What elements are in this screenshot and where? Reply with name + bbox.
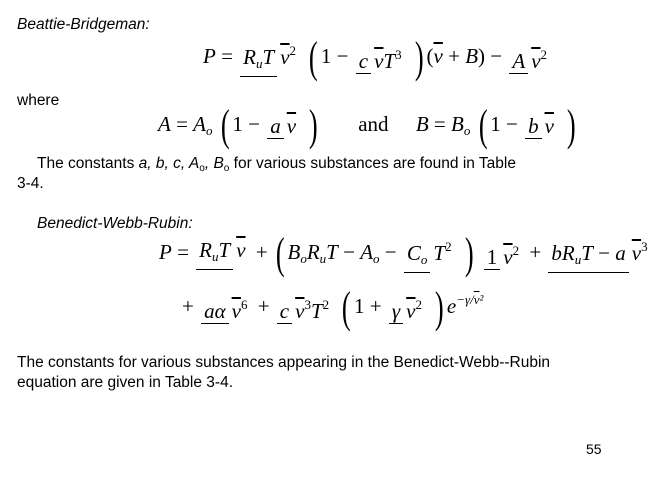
where-label: where (17, 92, 60, 109)
constants-sentence-line1: The constants a, b, c, Ao, Bo for various substances are found in Table (37, 155, 516, 174)
beattie-bridgeman-equation: P = RuT $\overline{v}2$ ( 1 − c $\overline{v}T3$ ) $(\overline{v} + B) - A$ $\overline{v}2$ (203, 33, 548, 82)
bwr-equation-line2: + aα $\overline{v}6 + c$ $\overline{v}3T2$ ( 1 + γ $\overline{v}2$ ) $e-\gamma/\overline{v}^2$ (182, 283, 484, 332)
heading-beattie-bridgeman: Beattie-Bridgeman: (17, 16, 150, 33)
heading-benedict-webb-rubin: Benedict-Webb-Rubin: (37, 215, 193, 232)
page-number: 55 (586, 441, 602, 457)
bwr-note-line2: equation are given in Table 3-4. (17, 374, 234, 391)
a-b-definitions: A = Ao ( 1 − a $\overline{v}$ ) and B = Bo ( 1 − b $\overline{v}$ ) (158, 101, 576, 150)
bwr-note-line1: The constants for various substances appearing in the Benedict-Webb--Rubin (17, 354, 551, 371)
constants-sentence-line2: 3-4. (17, 175, 44, 192)
bwr-equation-line1: P = RuT $\overline{v}$ + ( BoRuT − Ao − Co T2 ) 1 $\overline{v}2$ + bRuT − a $\overline{v}3$ (159, 229, 648, 278)
